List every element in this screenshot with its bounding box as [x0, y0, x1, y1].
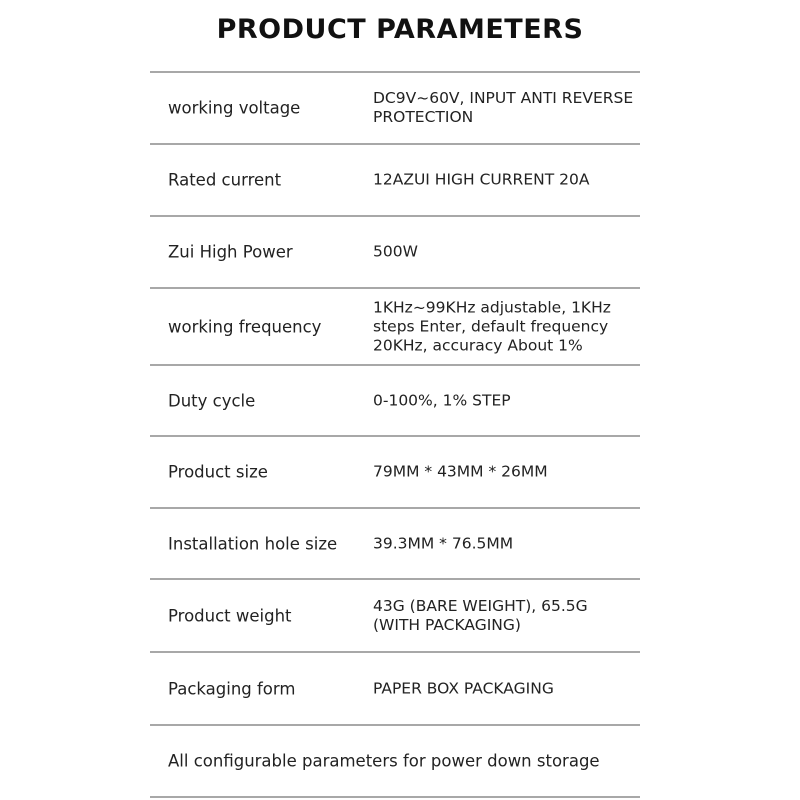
param-label: working frequency — [168, 317, 322, 336]
table-row — [150, 651, 640, 724]
table-row — [150, 287, 640, 364]
table-bottom-divider — [150, 796, 640, 798]
footer-note-row — [150, 724, 640, 796]
footer-note: All configurable parameters for power down storage — [168, 751, 600, 771]
param-value: PAPER BOX PACKAGING — [373, 679, 554, 697]
table-row — [150, 71, 640, 143]
table-row — [150, 364, 640, 435]
table-row — [150, 215, 640, 287]
param-label: Product weight — [168, 606, 292, 625]
param-value: 12AZUI HIGH CURRENT 20A — [373, 170, 590, 189]
table-row — [150, 143, 640, 215]
param-value: 1KHz~99KHz adjustable, 1KHz steps Enter, default frequency 20KHz, accuracy About 1% — [373, 298, 611, 354]
param-value: DC9V~60V, INPUT ANTI REVERSE PROTECTION — [373, 89, 634, 126]
param-label: Duty cycle — [168, 391, 256, 410]
page-title: PRODUCT PARAMETERS — [216, 14, 584, 45]
table-row — [150, 435, 640, 507]
param-value: 500W — [373, 242, 418, 261]
param-label: working voltage — [168, 98, 301, 118]
param-label: Zui High Power — [168, 242, 293, 262]
param-value: 0-100%, 1% STEP — [373, 391, 511, 409]
param-value: 39.3MM * 76.5MM — [373, 534, 514, 552]
parameters-table — [150, 71, 640, 798]
param-label: Installation hole size — [168, 534, 338, 553]
table-row — [150, 507, 640, 578]
param-value: 43G (BARE WEIGHT), 65.5G (WITH PACKAGING) — [373, 596, 588, 634]
param-label: Packaging form — [168, 679, 296, 698]
param-value: 79MM * 43MM * 26MM — [373, 462, 548, 481]
param-label: Product size — [168, 462, 268, 482]
param-label: Rated current — [168, 170, 282, 190]
table-row — [150, 578, 640, 651]
